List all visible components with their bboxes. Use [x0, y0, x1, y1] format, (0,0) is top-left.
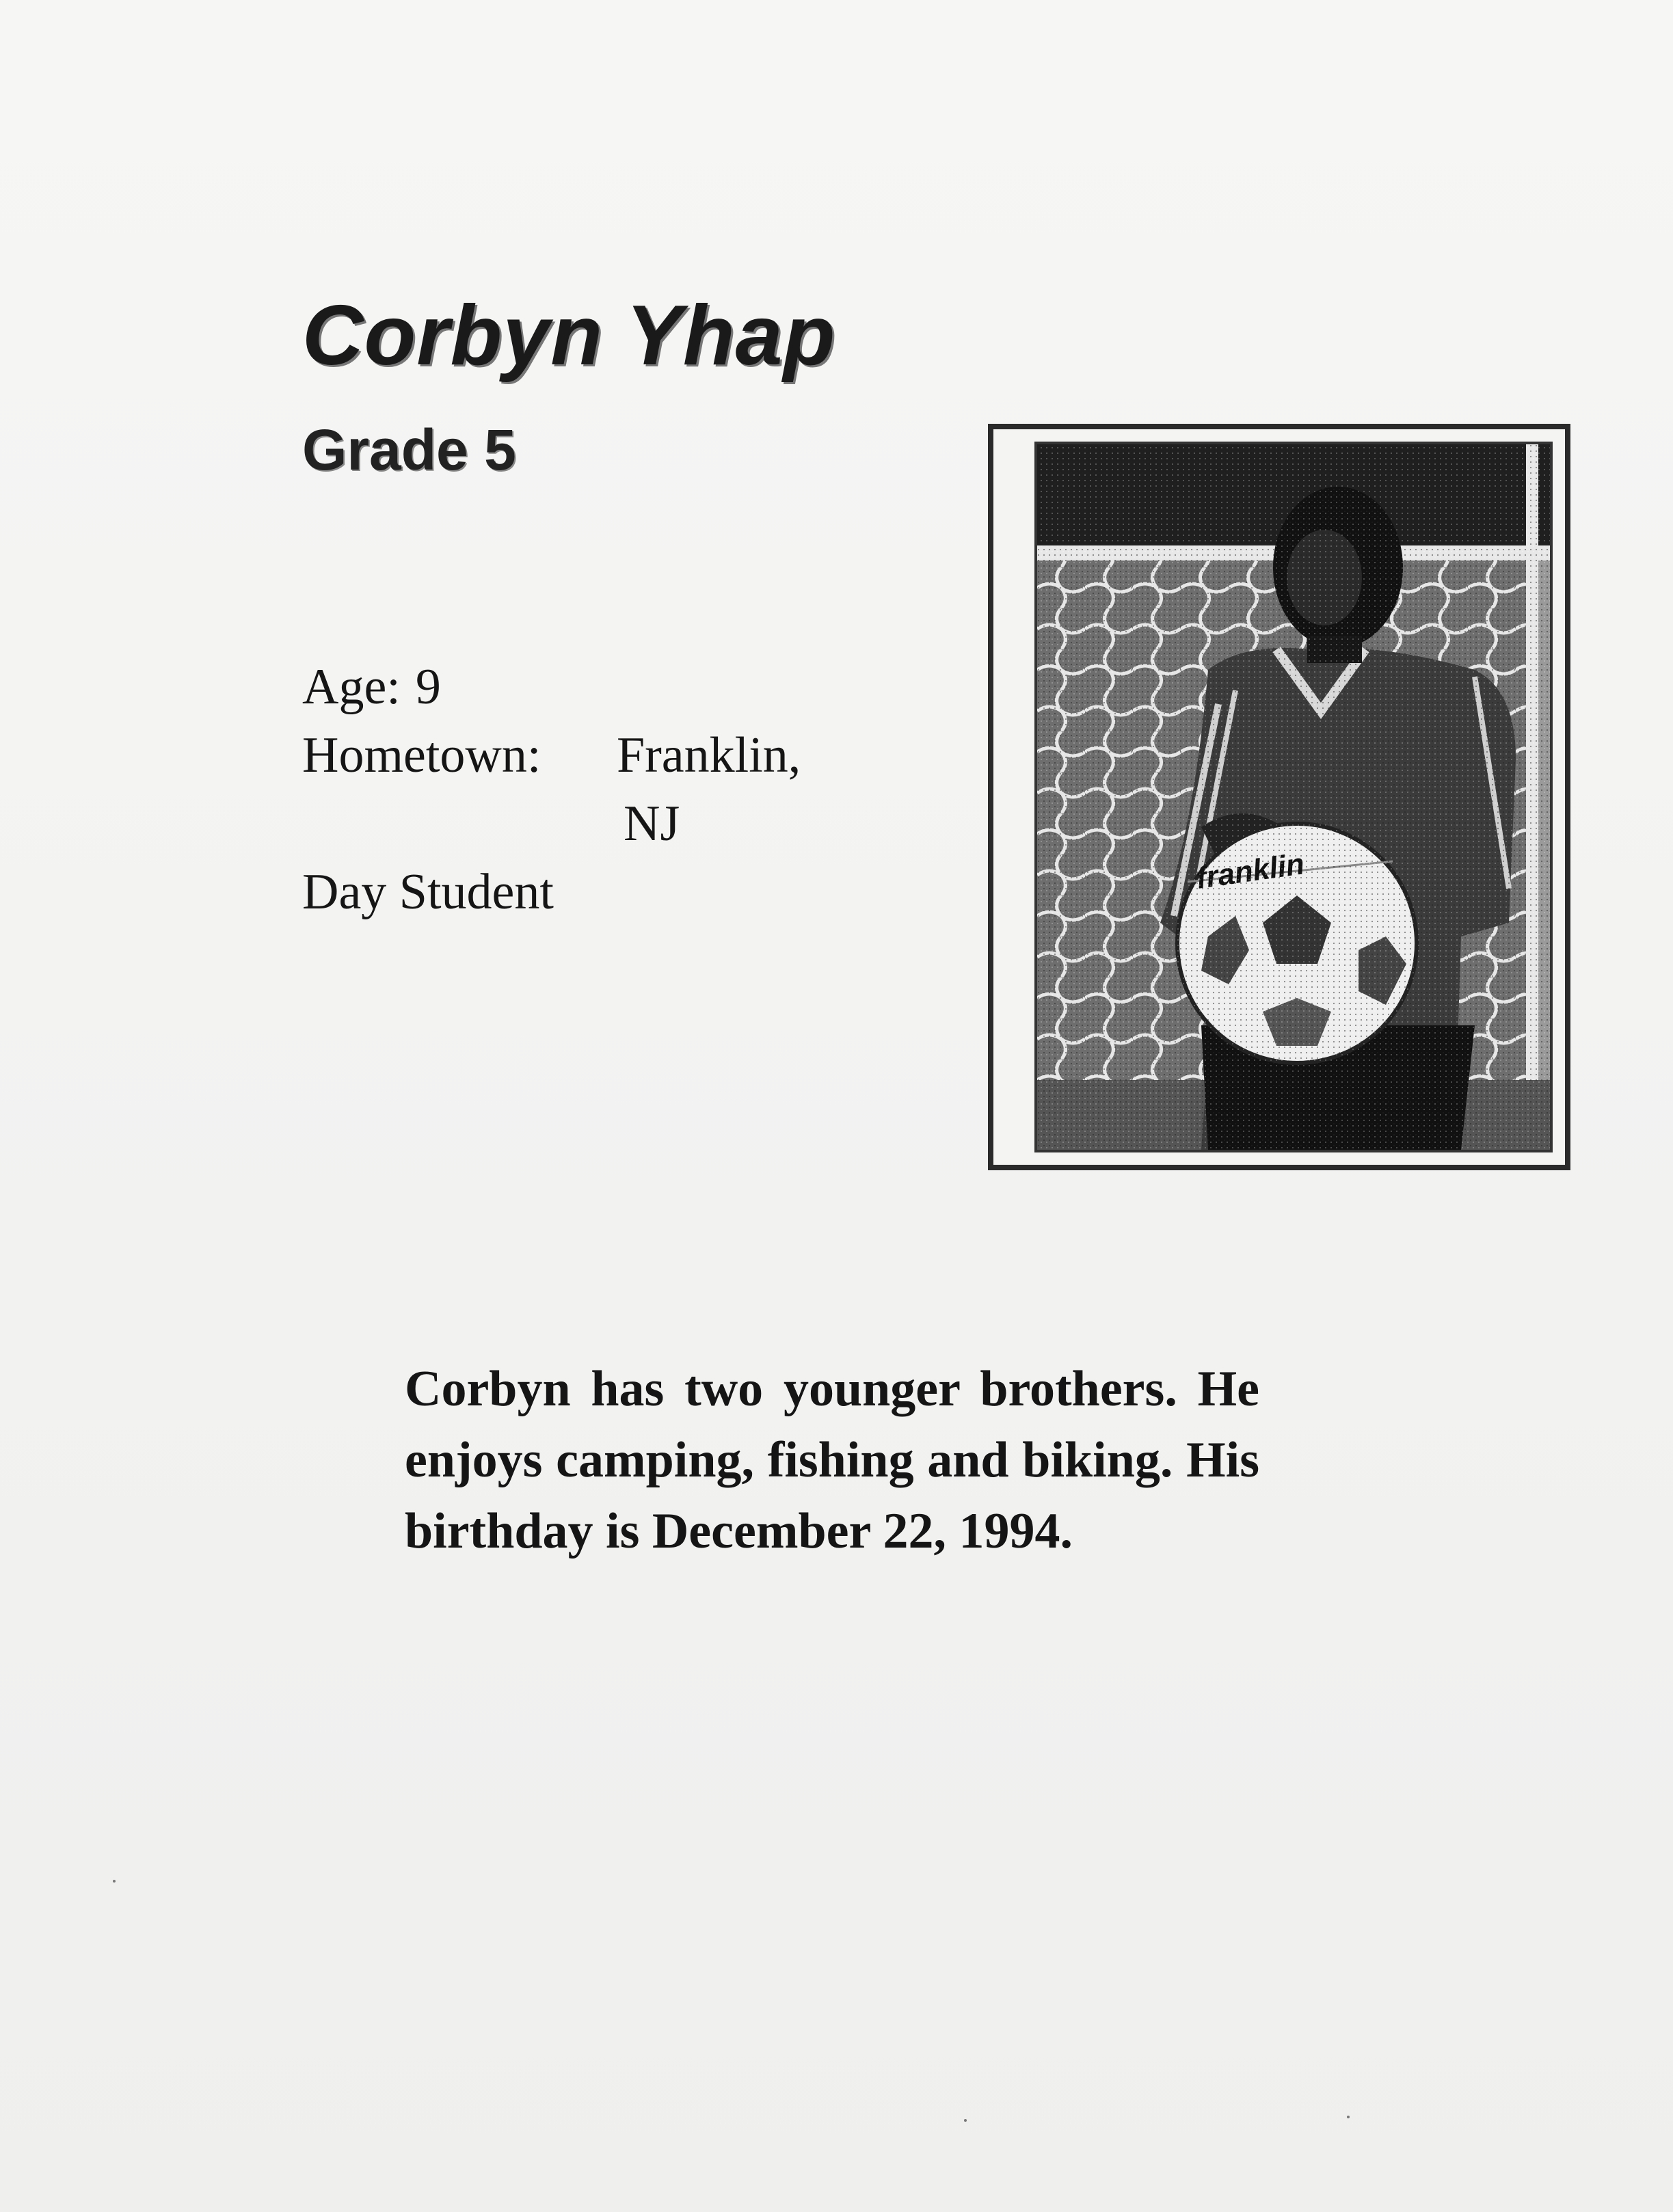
hometown-row [302, 721, 801, 790]
student-grade: Grade 5 [302, 418, 516, 482]
student-bio: Corbyn has two younger brothers. He enjoys camping, fishing and biking. His birthday is December 22, 1994. [405, 1361, 1259, 1559]
scan-speck [1347, 2116, 1350, 2118]
hometown-line1: Franklin, [617, 727, 801, 783]
age-row [302, 653, 554, 721]
scan-speck [113, 1880, 116, 1883]
photo-illustration [1037, 444, 1550, 1150]
student-photo-frame [988, 424, 1570, 1170]
student-type-row [302, 858, 554, 926]
student-info [302, 653, 801, 926]
scan-speck [964, 2119, 967, 2122]
hometown-label: Hometown: [302, 727, 541, 783]
hometown-line2: NJ [624, 796, 680, 852]
student-photo [1034, 442, 1553, 1152]
age-value: 9 [415, 659, 441, 715]
student-type: Day Student [302, 864, 554, 920]
age-label: Age: [302, 659, 401, 715]
student-name: Corbyn Yhap [302, 288, 836, 383]
hometown-row-2 [302, 790, 680, 858]
